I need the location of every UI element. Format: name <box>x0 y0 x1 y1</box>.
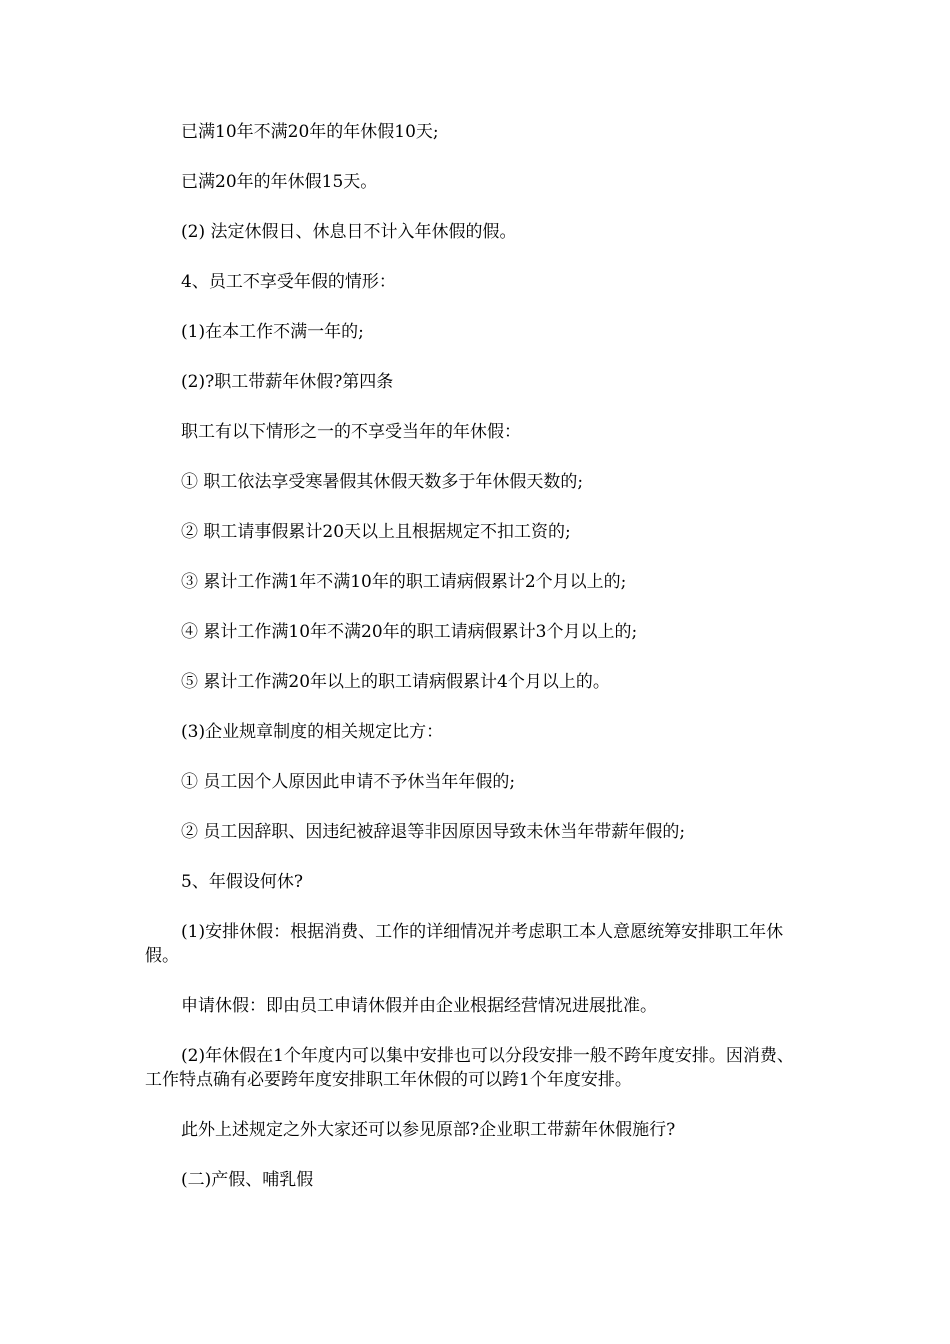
paragraph: 申请休假：即由员工申请休假并由企业根据经营情况进展批准。 <box>181 996 657 1016</box>
list-item: ④ 累计工作满10年不满20年的职工请病假累计3个月以上的; <box>181 622 638 642</box>
section-heading: 4、员工不享受年假的情形： <box>181 272 396 292</box>
paragraph: (2)?职工带薪年休假?第四条 <box>181 372 394 392</box>
paragraph: 已满10年不满20年的年休假10天; <box>181 122 439 142</box>
paragraph: 已满20年的年休假15天。 <box>181 172 378 192</box>
list-item: ① 职工依法享受寒暑假其休假天数多于年休假天数的; <box>181 472 584 492</box>
list-item: ⑤ 累计工作满20年以上的职工请病假累计4个月以上的。 <box>181 672 610 692</box>
list-item: ② 员工因辞职、因违纪被辞退等非因原因导致未休当年带薪年假的; <box>181 822 686 842</box>
list-item: ① 员工因个人原因此申请不予休当年年假的; <box>181 772 516 792</box>
paragraph: (3)企业规章制度的相关规定比方： <box>181 722 444 742</box>
paragraph: (2) 法定休假日、休息日不计入年休假的假。 <box>181 222 517 242</box>
paragraph: 此外上述规定之外大家还可以参见原部?企业职工带薪年休假施行? <box>181 1120 676 1140</box>
section-heading: (二)产假、哺乳假 <box>181 1170 314 1190</box>
section-heading: 5、年假设何休? <box>181 872 303 892</box>
paragraph: (2)年休假在1个年度内可以集中安排也可以分段安排一般不跨年度安排。因消费、工作特点确有必要跨年度安排职工年休假的可以跨1个年度安排。 <box>145 1046 794 1090</box>
paragraph: (1)在本工作不满一年的; <box>181 322 364 342</box>
paragraph: (1)安排休假：根据消费、工作的详细情况并考虑职工本人意愿统筹安排职工年休假。 <box>145 922 784 966</box>
list-item: ② 职工请事假累计20天以上且根据规定不扣工资的; <box>181 522 571 542</box>
document-body <box>145 120 805 1218</box>
list-item: ③ 累计工作满1年不满10年的职工请病假累计2个月以上的; <box>181 572 627 592</box>
paragraph: 职工有以下情形之一的不享受当年的年休假： <box>181 422 521 442</box>
